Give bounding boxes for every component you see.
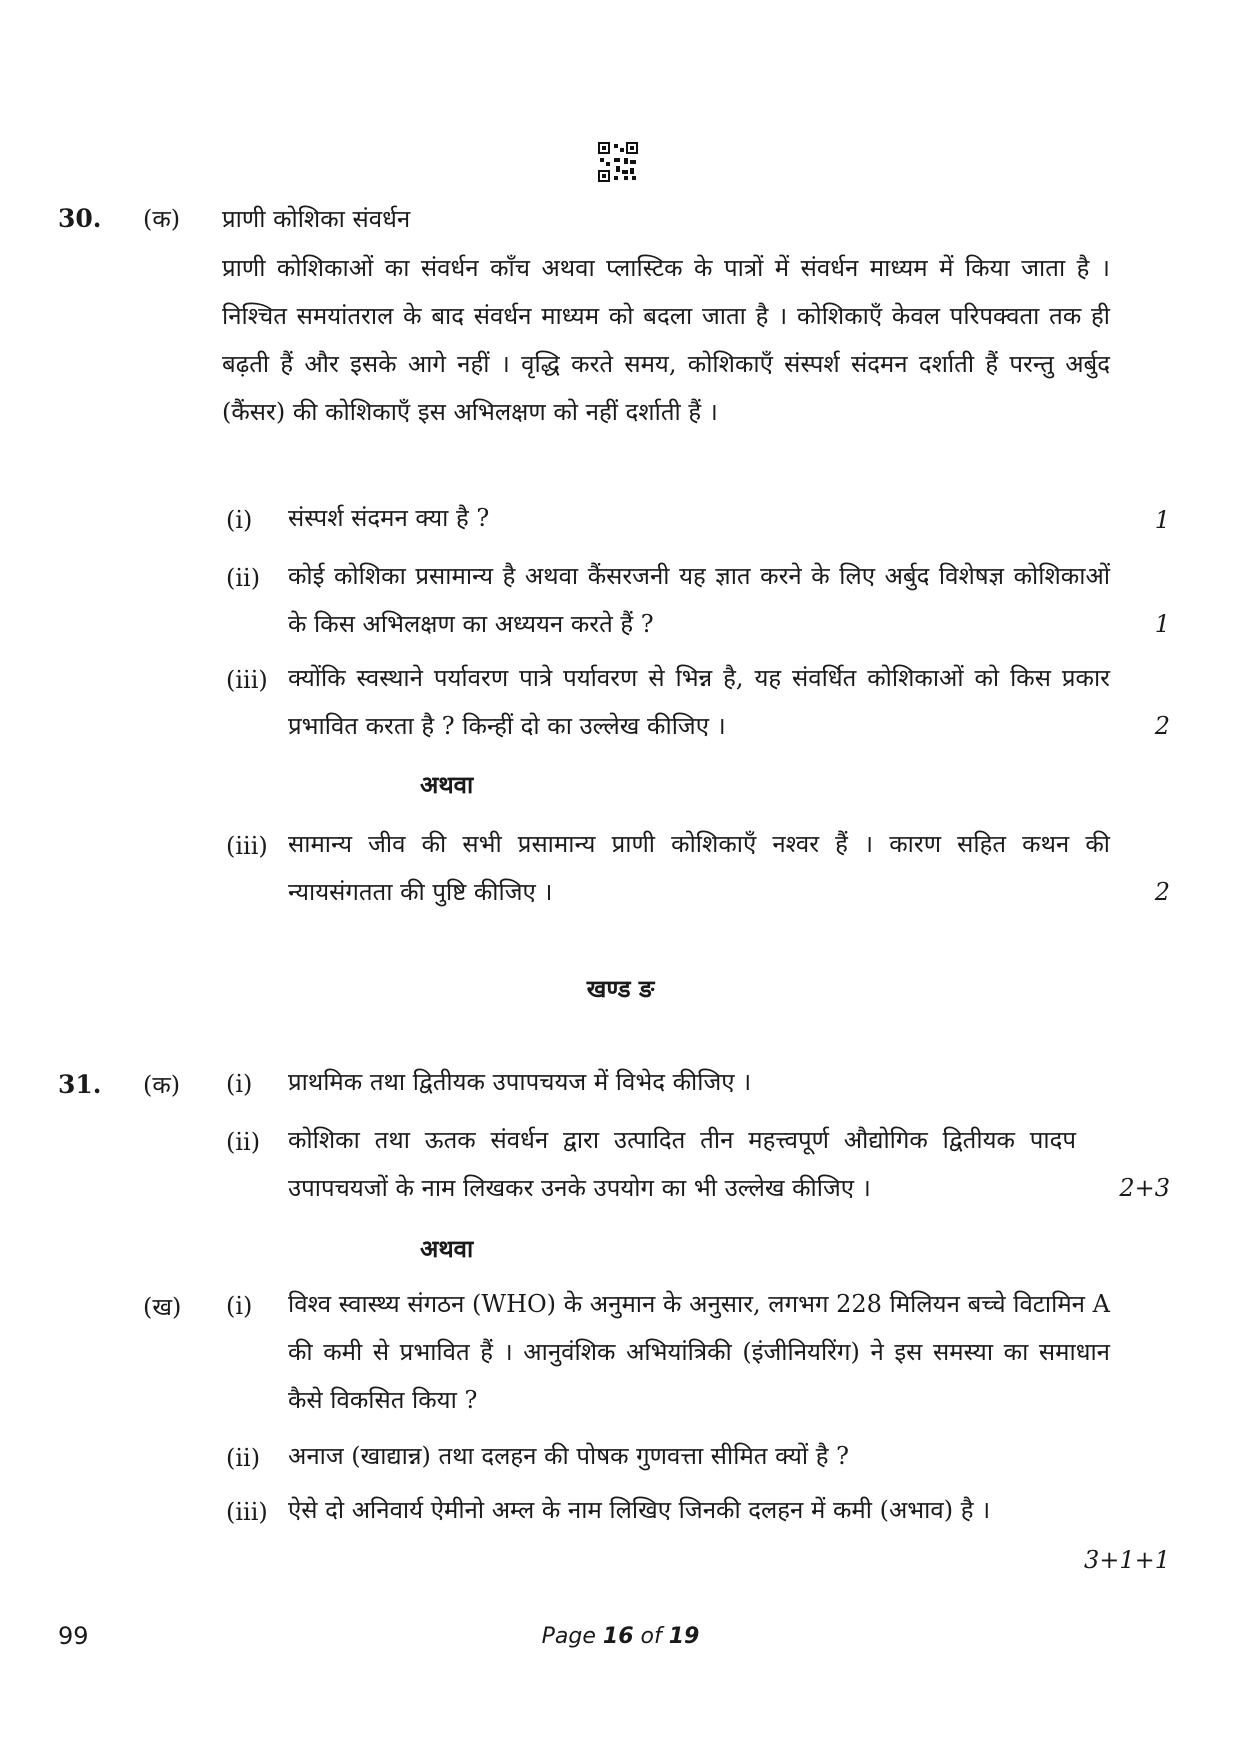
qr-code-icon (598, 142, 638, 186)
subquestion-text: प्राथमिक तथा द्वितीयक उपापचयज में विभेद कीजिए । (288, 1068, 752, 1096)
subquestion-number: (iii) (226, 666, 268, 694)
marks: 3+1+1 (1083, 1546, 1170, 1574)
question-number: 30. (58, 204, 102, 233)
subquestion-text: क्योंकि स्वस्थाने पर्यावरण पात्रे पर्यावरण से भिन्न है, यह संवर्धित कोशिकाओं को किस प्रकार प्रभावित करता है ? किन्हीं दो का उल्लेख कीजिए । (288, 664, 1110, 740)
subquestion-number: (ii) (226, 1444, 261, 1472)
page-total: 19 (668, 1624, 700, 1649)
paper-code: 99 (58, 1622, 89, 1650)
marks: 1 (1154, 610, 1170, 638)
question-passage: प्राणी कोशिकाओं का संवर्धन काँच अथवा प्लास्टिक के पात्रों में संवर्धन माध्यम में किया जाता है । निश्चित समयांतराल के बाद संवर्धन माध्यम को बदला जाता है । कोशिकाएँ केवल परिपक्वता तक ही बढ़ती हैं और इसके आगे नहीं । वृद्धि करते समय, कोशिकाएँ संस्पर्श संदमन दर्शाती हैं परन्तु अर्बुद (कैंसर) की कोशिकाएँ इस अभिलक्षण को नहीं दर्शाती हैं । (222, 254, 1110, 426)
subquestion-text: ऐसे दो अनिवार्य ऐमीनो अम्ल के नाम लिखिए जिनकी दलहन में कमी (अभाव) है । (288, 1496, 991, 1524)
subquestion-number: (ii) (226, 1128, 261, 1156)
subquestion-text: कोई कोशिका प्रसामान्य है अथवा कैंसरजनी यह ज्ञात करने के लिए अर्बुद विशेषज्ञ कोशिकाओं के किस अभिलक्षण का अध्ययन करते हैं ? (288, 562, 1110, 638)
subquestion-text: कोशिका तथा ऊतक संवर्धन द्वारा उत्पादित तीन महत्त्वपूर्ण औद्योगिक द्वितीयक पादप उपापचयजों के नाम लिखकर उनके उपयोग का भी उल्लेख कीजिए । (288, 1126, 1076, 1202)
subquestion-text: संस्पर्श संदमन क्या है ? (288, 504, 490, 532)
question-part-label: (क) (143, 205, 181, 233)
subquestion-text: विश्व स्वास्थ्य संगठन (WHO) के अनुमान के अनुसार, लगभग 228 मिलियन बच्चे विटामिन A की कमी से प्रभावित हैं । आनुवंशिक अभियांत्रिकी (इंजीनियरिंग) ने इस समस्या का समाधान कैसे विकसित किया ? (288, 1290, 1110, 1414)
subquestion-text: सामान्य जीव की सभी प्रसामान्य प्राणी कोशिकाएँ नश्वर हैं । कारण सहित कथन की न्यायसंगतता की पुष्टि कीजिए । (288, 830, 1110, 906)
marks: 2 (1154, 712, 1170, 740)
subquestion-number: (iii) (226, 832, 268, 860)
subquestion-text: अनाज (खाद्यान्न) तथा दलहन की पोषक गुणवत्ता सीमित क्यों है ? (288, 1442, 849, 1470)
subquestion-number: (i) (226, 506, 253, 534)
page-number: 16 (602, 1624, 634, 1649)
page-of: of (633, 1624, 669, 1649)
or-separator: अथवा (420, 770, 474, 799)
page-indicator (0, 1624, 1241, 1649)
subquestion-number: (ii) (226, 564, 261, 592)
or-separator: अथवा (420, 1234, 474, 1263)
section-title: खण्ड ङ (586, 974, 655, 1003)
question-title: प्राणी कोशिका संवर्धन (222, 205, 411, 233)
marks: 2+3 (1119, 1174, 1170, 1202)
question-part-label: (ख) (143, 1293, 182, 1321)
marks: 1 (1154, 506, 1170, 534)
question-number: 31. (58, 1070, 102, 1099)
question-part-label: (क) (143, 1071, 181, 1099)
subquestion-number: (iii) (226, 1498, 268, 1526)
page-prefix: Page (541, 1624, 603, 1649)
subquestion-number: (i) (226, 1292, 253, 1320)
marks: 2 (1154, 878, 1170, 906)
subquestion-number: (i) (226, 1070, 253, 1098)
